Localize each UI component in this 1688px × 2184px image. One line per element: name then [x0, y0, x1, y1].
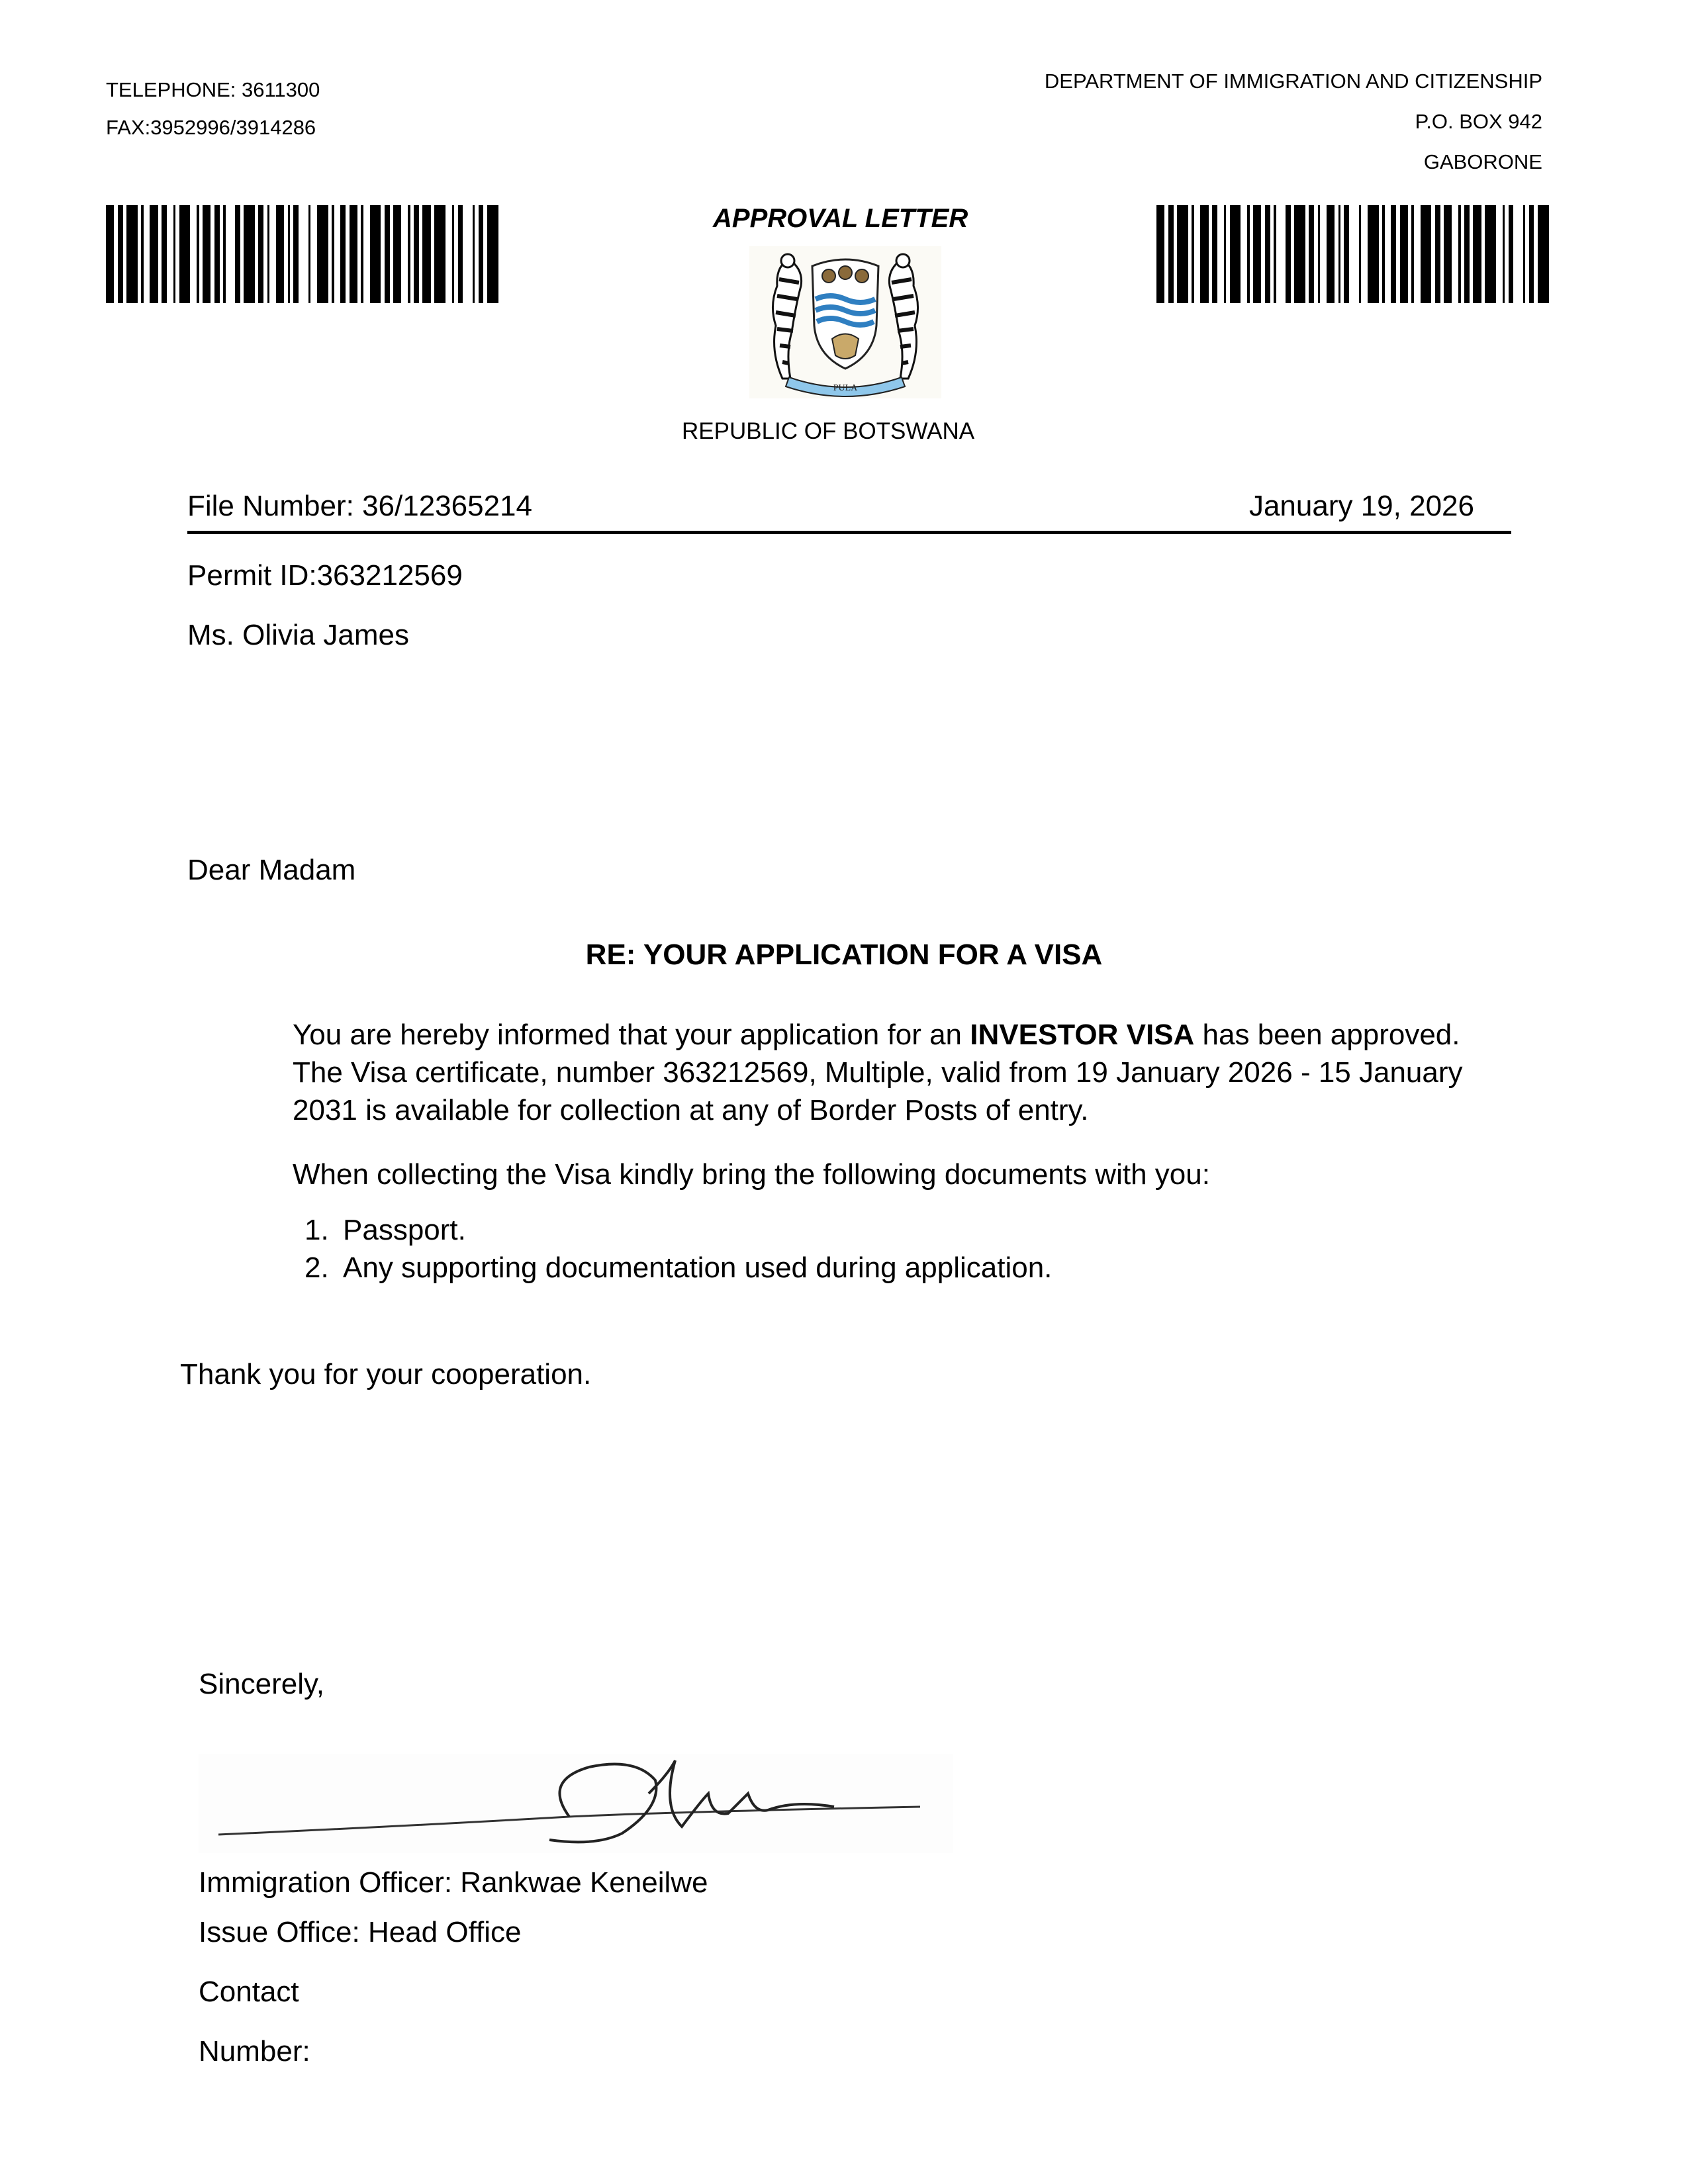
barcode-bar	[235, 205, 240, 303]
barcode-bar	[1382, 205, 1384, 303]
issue-office: Issue Office: Head Office	[199, 1916, 522, 1948]
barcode-bar	[1464, 205, 1470, 303]
barcode-bar	[1411, 205, 1413, 303]
barcode-bar	[452, 205, 454, 303]
city: GABORONE	[1423, 150, 1542, 173]
barcode-bar	[106, 205, 114, 303]
telephone: TELEPHONE: 3611300	[106, 78, 320, 101]
required-documents-list	[305, 1211, 1052, 1287]
list-item: 1. Passport.	[305, 1214, 466, 1246]
barcode-bar	[162, 205, 167, 303]
recipient-name: Ms. Olivia James	[187, 619, 409, 651]
barcode-bar	[317, 205, 328, 303]
barcode-bar	[1309, 205, 1314, 303]
documents-intro: When collecting the Visa kindly bring the following documents with you:	[293, 1158, 1210, 1191]
approval-text-end: has been approved. The Visa certificate, number 363212569, Multiple, valid from 19 January 2026 - 15 January 2031 is available for collection at any of Border Posts of entry.	[293, 1019, 1463, 1126]
barcode-bar	[487, 205, 498, 303]
barcode-bar	[1503, 205, 1505, 303]
barcode-bar	[1368, 205, 1379, 303]
barcode-bar	[288, 205, 290, 303]
subject-line: RE: YOUR APPLICATION FOR A VISA	[585, 938, 1103, 971]
barcode-bar	[332, 205, 334, 303]
barcode-bar	[1274, 205, 1276, 303]
barcode-bar	[267, 205, 269, 303]
barcode-bar	[1344, 205, 1349, 303]
po-box: P.O. BOX 942	[1415, 110, 1542, 133]
barcode-bar	[340, 205, 346, 303]
permit-id: Permit ID:363212569	[187, 559, 463, 592]
contact-label: Contact	[199, 1976, 299, 2008]
barcode-bar	[1253, 205, 1261, 303]
approval-paragraph	[293, 1016, 1511, 1129]
letter-date: January 19, 2026	[1248, 490, 1474, 522]
barcode-bar	[473, 205, 475, 303]
barcode-bar	[1359, 205, 1361, 303]
barcode-bar	[385, 205, 390, 303]
visa-type: INVESTOR VISA	[970, 1019, 1195, 1051]
barcode-right	[1156, 205, 1552, 303]
barcode-bar	[141, 205, 143, 303]
barcode-bar	[1538, 205, 1549, 303]
country-name: REPUBLIC OF BOTSWANA	[682, 418, 975, 444]
barcode-bar	[1327, 205, 1335, 303]
barcode-bar	[1230, 205, 1241, 303]
barcode-bar	[1458, 205, 1460, 303]
barcode-bar	[370, 205, 381, 303]
barcode-bar	[393, 205, 401, 303]
barcode-bar	[1509, 205, 1514, 303]
barcode-bar	[1212, 205, 1217, 303]
barcode-bar	[408, 205, 410, 303]
list-item: 2. Any supporting documentation used during application.	[305, 1251, 1053, 1284]
barcode-bar	[1294, 205, 1305, 303]
barcode-bar	[173, 205, 175, 303]
barcode-bar	[1400, 205, 1408, 303]
officer-name: Immigration Officer: Rankwae Keneilwe	[199, 1866, 708, 1899]
barcode-bar	[1200, 205, 1208, 303]
letter-title: APPROVAL LETTER	[713, 204, 968, 233]
thanks-line: Thank you for your cooperation.	[180, 1358, 592, 1390]
barcode-bar	[1318, 205, 1320, 303]
salutation: Dear Madam	[187, 854, 356, 886]
barcode-bar	[479, 205, 484, 303]
barcode-bar	[1156, 205, 1164, 303]
barcode-bar	[1338, 205, 1340, 303]
barcode-bar	[1265, 205, 1270, 303]
barcode-bar	[197, 205, 199, 303]
header-divider	[187, 531, 1511, 534]
barcode-bar	[203, 205, 211, 303]
barcode-bar	[1247, 205, 1249, 303]
barcode-bar	[1523, 205, 1525, 303]
barcode-bar	[1224, 205, 1226, 303]
barcode-left	[106, 205, 502, 303]
barcode-bar	[422, 205, 430, 303]
barcode-bar	[350, 205, 357, 303]
barcode-bar	[1529, 205, 1534, 303]
contact-number-label: Number:	[199, 2035, 310, 2068]
barcode-bar	[126, 205, 138, 303]
barcode-bar	[361, 205, 363, 303]
barcode-bar	[1421, 205, 1432, 303]
barcode-bar	[118, 205, 123, 303]
motto-text: PULA	[833, 383, 858, 393]
barcode-bar	[1485, 205, 1496, 303]
barcode-bar	[308, 205, 310, 303]
barcode-bar	[276, 205, 284, 303]
barcode-bar	[1444, 205, 1452, 303]
barcode-bar	[293, 205, 299, 303]
barcode-bar	[1286, 205, 1291, 303]
sincerely: Sincerely,	[199, 1668, 324, 1700]
barcode-bar	[258, 205, 263, 303]
barcode-bar	[1473, 205, 1481, 303]
barcode-bar	[458, 205, 463, 303]
coat-of-arms-emblem	[749, 246, 941, 398]
barcode-bar	[1168, 205, 1174, 303]
barcode-bar	[414, 205, 419, 303]
barcode-bar	[179, 205, 191, 303]
barcode-bar	[1391, 205, 1396, 303]
barcode-bar	[150, 205, 158, 303]
barcode-bar	[223, 205, 225, 303]
signature-image	[199, 1754, 953, 1853]
barcode-bar	[1177, 205, 1188, 303]
approval-text-start: You are hereby informed that your application for an	[293, 1019, 970, 1051]
fax: FAX:3952996/3914286	[106, 116, 316, 139]
department-name: DEPARTMENT OF IMMIGRATION AND CITIZENSHIP	[1044, 69, 1542, 93]
barcode-bar	[244, 205, 255, 303]
barcode-bar	[434, 205, 445, 303]
barcode-bar	[214, 205, 220, 303]
barcode-bar	[1435, 205, 1440, 303]
file-number: File Number: 36/12365214	[187, 490, 532, 522]
barcode-bar	[1192, 205, 1194, 303]
